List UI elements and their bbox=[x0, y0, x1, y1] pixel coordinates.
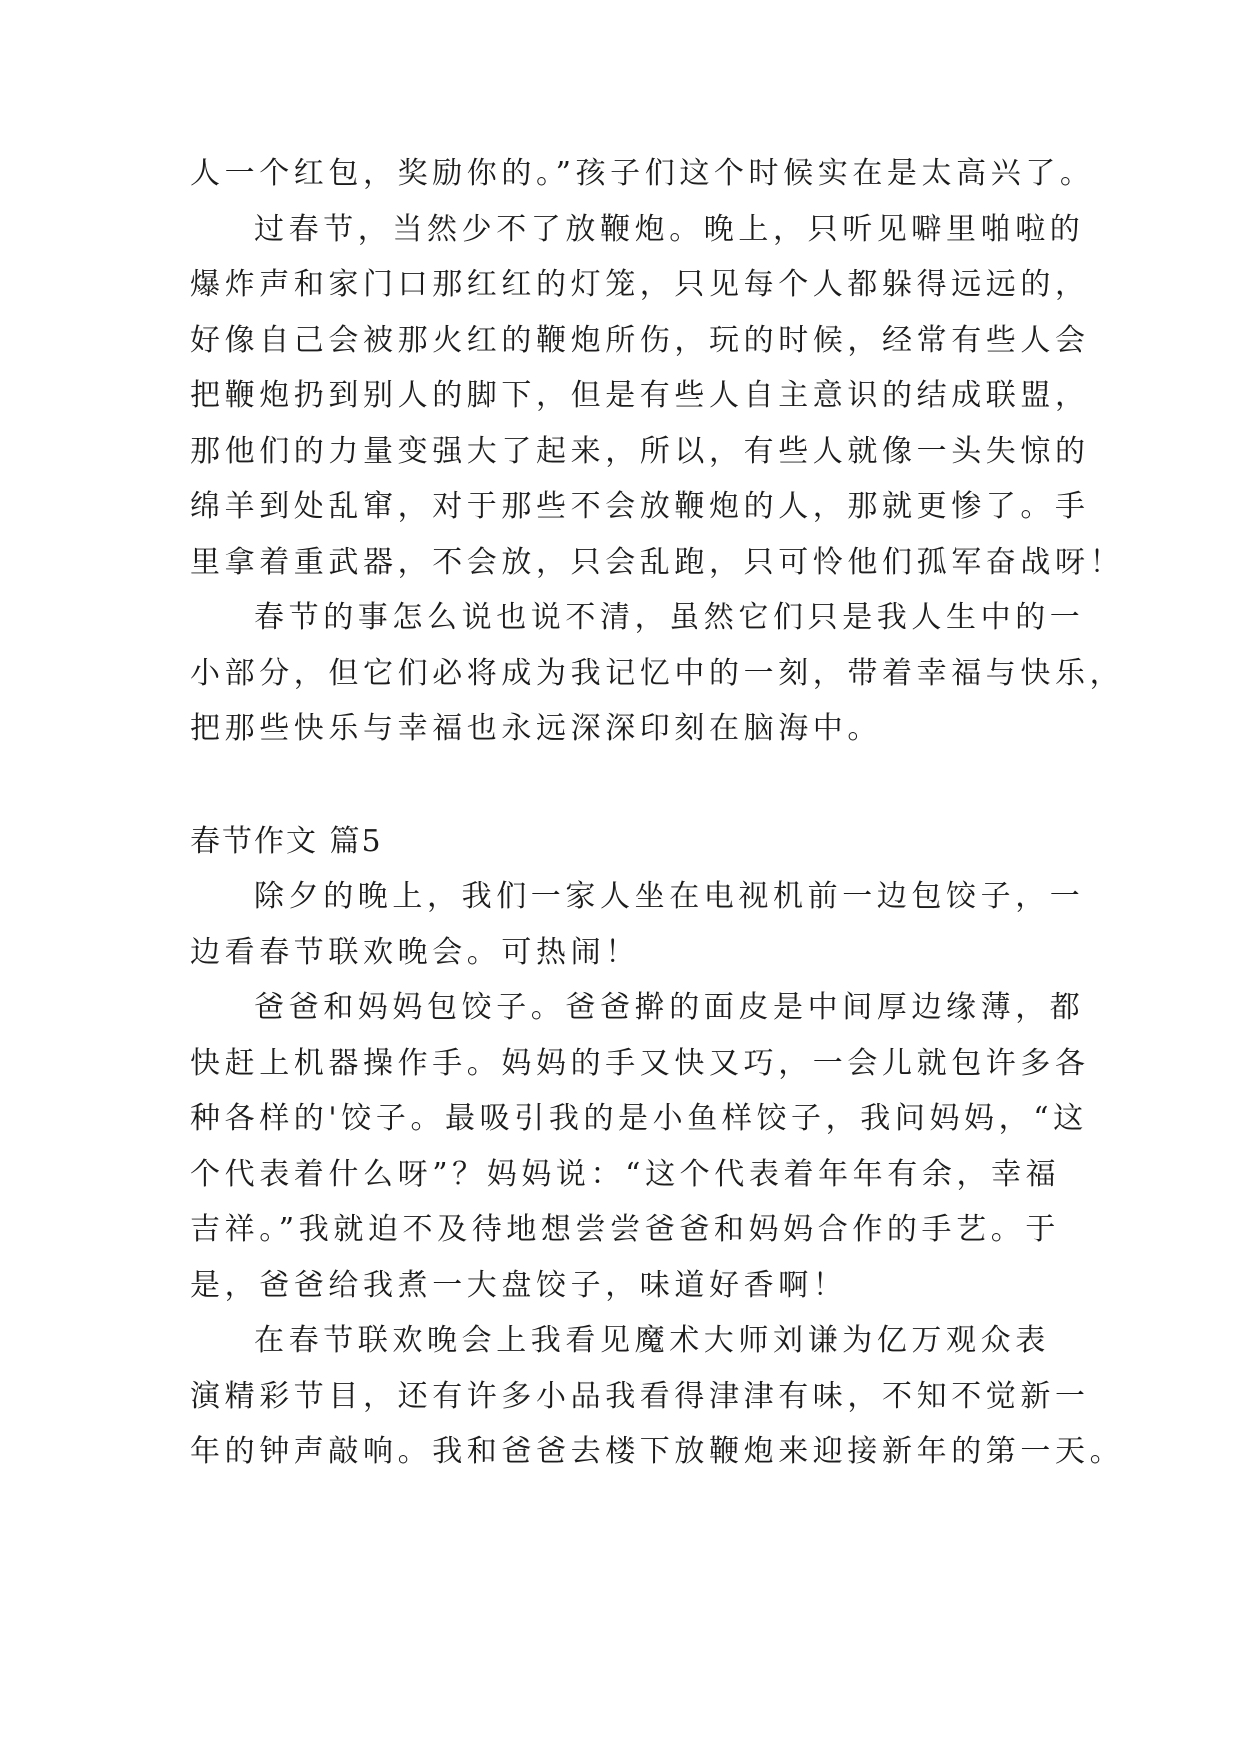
text-line: 种各样的'饺子。最吸引我的是小鱼样饺子，我问妈妈，“这 bbox=[190, 1101, 1088, 1136]
text-line: 人一个红包，奖励你的。”孩子们这个时候实在是太高兴了。 bbox=[190, 156, 1095, 191]
text-line: 爸爸和妈妈包饺子。爸爸擀的面皮是中间厚边缘薄，都 bbox=[254, 990, 1085, 1025]
text-line: 过春节，当然少不了放鞭炮。晚上，只听见噼里啪啦的 bbox=[254, 212, 1085, 247]
text-line: 年的钟声敲响。我和爸爸去楼下放鞭炮来迎接新年的第一天。 bbox=[190, 1434, 1125, 1469]
text-line: 在春节联欢晚会上我看见魔术大师刘谦为亿万观众表 bbox=[254, 1323, 1050, 1358]
text-line: 绵羊到处乱窜，对于那些不会放鞭炮的人，那就更惨了。手 bbox=[190, 489, 1090, 524]
text-line: 好像自己会被那火红的鞭炮所伤，玩的时候，经常有些人会 bbox=[190, 323, 1090, 358]
text-line: 爆炸声和家门口那红红的灯笼，只见每个人都躲得远远的， bbox=[190, 267, 1090, 302]
text-line: 把鞭炮扔到别人的脚下，但是有些人自主意识的结成联盟， bbox=[190, 378, 1090, 413]
text-line: 边看春节联欢晚会。可热闹！ bbox=[190, 935, 640, 970]
text-line: 快赶上机器操作手。妈妈的手又快又巧，一会儿就包许多各 bbox=[190, 1046, 1090, 1081]
text-line: 演精彩节目，还有许多小品我看得津津有味，不知不觉新一 bbox=[190, 1379, 1090, 1414]
section-heading: 春节作文 篇5 bbox=[190, 824, 383, 859]
text-line: 是，爸爸给我煮一大盘饺子，味道好香啊！ bbox=[190, 1268, 848, 1303]
text-line: 个代表着什么呀”？妈妈说：“这个代表着年年有余，幸福 bbox=[190, 1157, 1061, 1192]
text-line: 吉祥。”我就迫不及待地想尝尝爸爸和妈妈合作的手艺。于 bbox=[190, 1212, 1060, 1247]
text-line: 除夕的晚上，我们一家人坐在电视机前一边包饺子，一 bbox=[254, 879, 1085, 914]
text-line: 春节的事怎么说也说不清，虽然它们只是我人生中的一 bbox=[254, 600, 1085, 635]
text-line: 小部分，但它们必将成为我记忆中的一刻，带着幸福与快乐， bbox=[190, 656, 1125, 691]
text-line: 把那些快乐与幸福也永远深深印刻在脑海中。 bbox=[190, 711, 882, 746]
text-line: 那他们的力量变强大了起来，所以，有些人就像一头失惊的 bbox=[190, 434, 1090, 469]
text-line: 里拿着重武器，不会放，只会乱跑，只可怜他们孤军奋战呀！ bbox=[190, 545, 1125, 580]
